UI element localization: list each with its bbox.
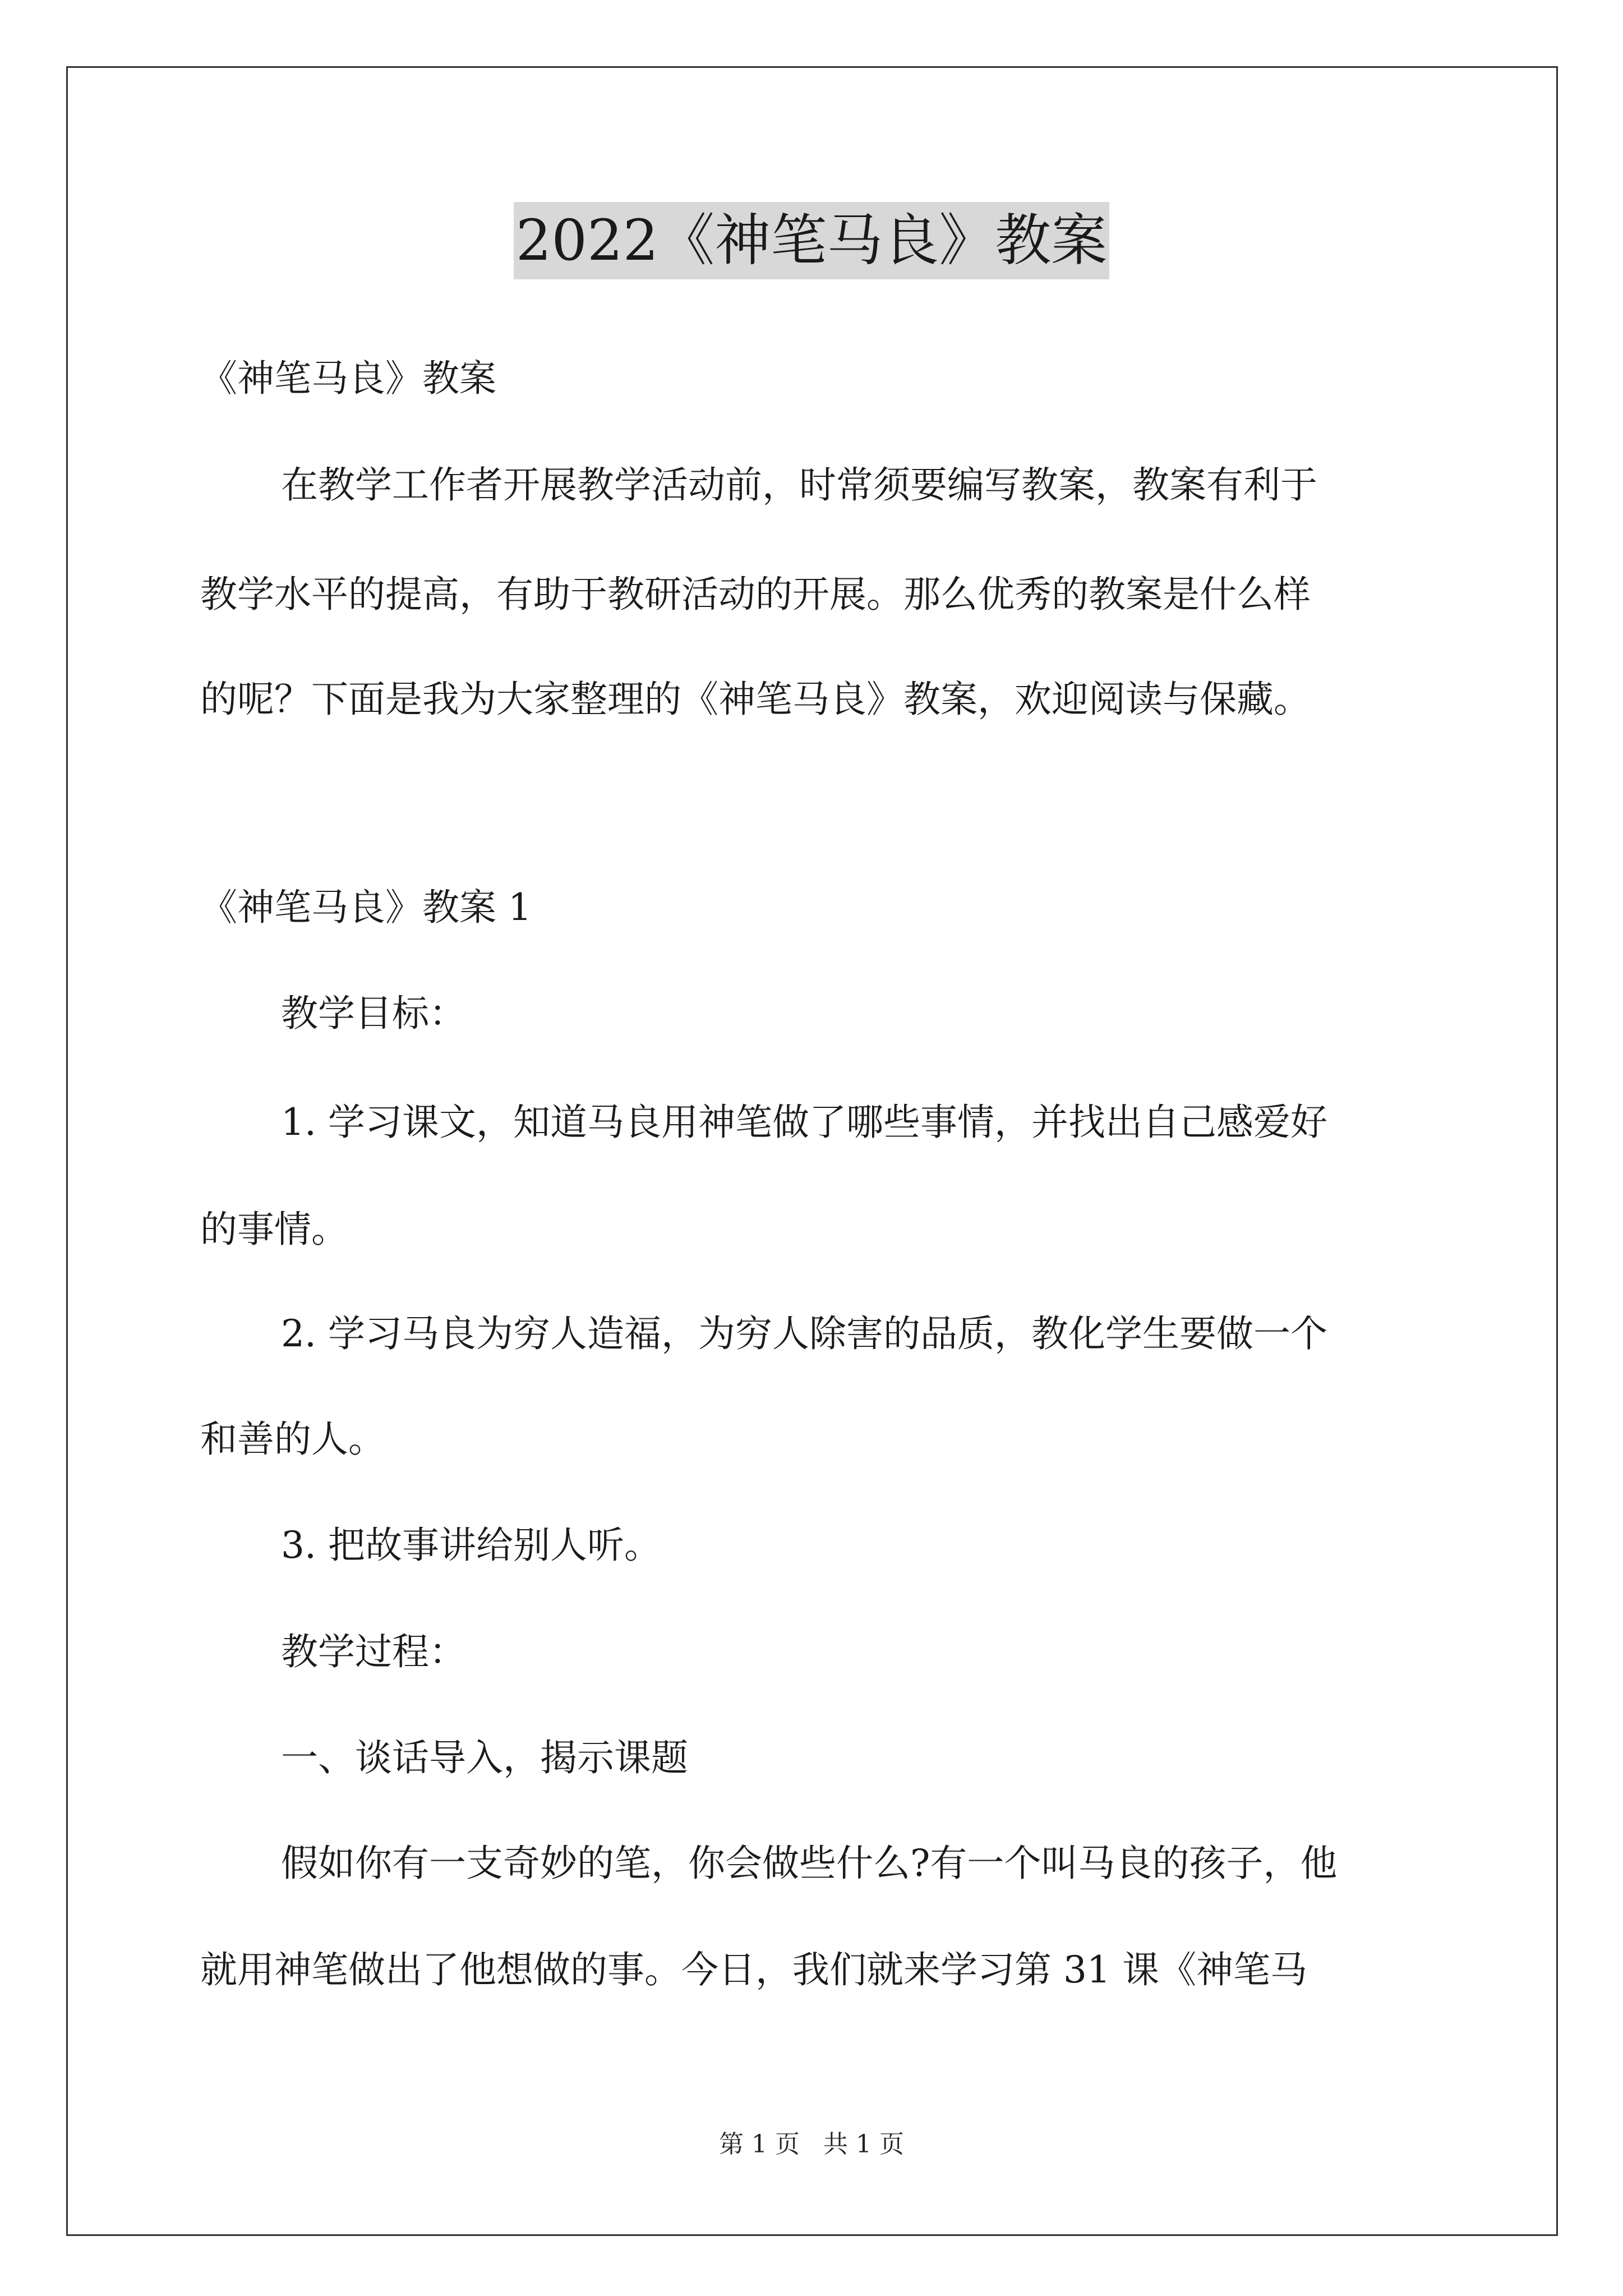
paragraph-line: 的事情。 <box>200 1208 348 1251</box>
page-total: 共 1 页 <box>823 2130 904 2159</box>
paragraph-line: 假如你有一支奇妙的笔，你会做些什么?有一个叫马良的孩子，他 <box>281 1842 1338 1885</box>
paragraph-line: 和善的人。 <box>200 1418 385 1461</box>
title-container <box>0 202 1623 279</box>
paragraph-line: 一、谈话导入，揭示课题 <box>281 1736 688 1779</box>
paragraph-line: 3. 把故事讲给别人听。 <box>281 1524 661 1567</box>
section-heading: 《神笔马良》教案 <box>200 357 496 400</box>
section-heading: 《神笔马良》教案 1 <box>200 886 532 929</box>
paragraph-line: 2. 学习马良为穷人造福，为穷人除害的品质，教化学生要做一个 <box>281 1312 1327 1355</box>
paragraph-line: 的呢？下面是我为大家整理的《神笔马良》教案，欢迎阅读与保藏。 <box>200 678 1311 721</box>
paragraph-line: 教学目标： <box>281 992 466 1035</box>
page-number: 第 1 页 <box>719 2130 800 2159</box>
document-title: 2022《神笔马良》教案 <box>514 202 1110 279</box>
paragraph-line: 教学水平的提高，有助于教研活动的开展。那么优秀的教案是什么样 <box>200 573 1311 616</box>
page-footer <box>0 2128 1623 2161</box>
paragraph-line: 就用神笔做出了他想做的事。今日，我们就来学习第 31 课《神笔马 <box>200 1948 1307 1991</box>
paragraph-line: 在教学工作者开展教学活动前，时常须要编写教案，教案有利于 <box>281 463 1317 507</box>
paragraph-line: 1. 学习课文，知道马良用神笔做了哪些事情，并找出自己感爱好 <box>281 1101 1327 1144</box>
paragraph-line: 教学过程： <box>281 1630 466 1673</box>
